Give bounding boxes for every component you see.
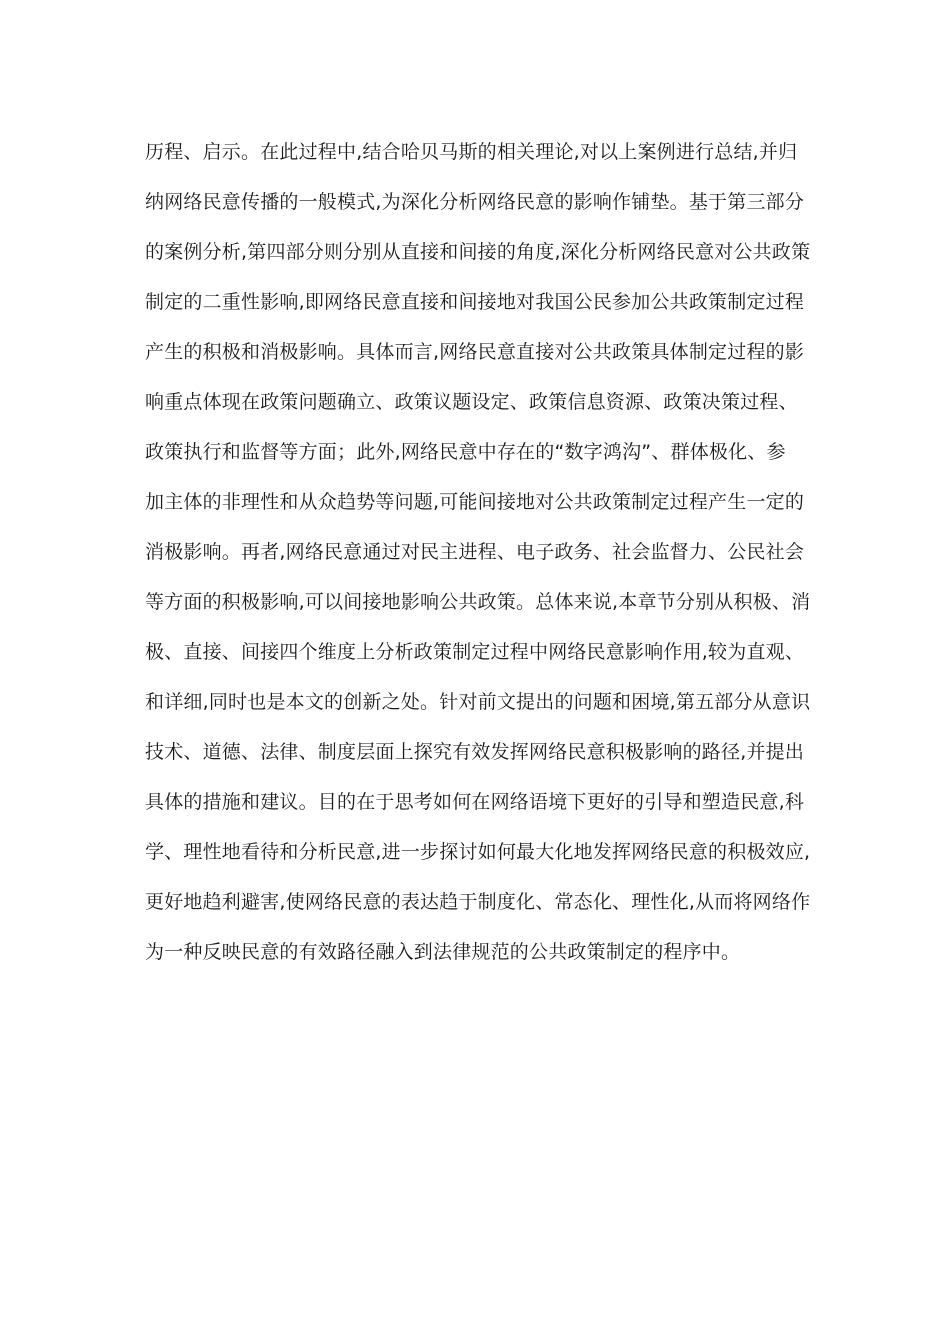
- paragraph-line: 更好地趋利避害,使网络民意的表达趋于制度化、常态化、理性化,从而将网络作: [145, 891, 811, 913]
- paragraph-line: 的案例分析,第四部分则分别从直接和间接的角度,深化分析网络民意对公共政策: [145, 241, 811, 263]
- paragraph-line: 历程、启示。在此过程中,结合哈贝马斯的相关理论,对以上案例进行总结,并归: [145, 141, 798, 163]
- paragraph-line: 纳网络民意传播的一般模式,为深化分析网络民意的影响作铺垫。基于第三部分: [145, 191, 805, 213]
- paragraph-line: 为一种反映民意的有效路径融入到法律规范的公共政策制定的程序中。: [145, 941, 741, 963]
- paragraph-line: 和详细,同时也是本文的创新之处。针对前文提出的问题和困境,第五部分从意识: [145, 691, 811, 713]
- paragraph-line: 具体的措施和建议。目的在于思考如何在网络语境下更好的引导和塑造民意,科: [145, 791, 805, 813]
- paragraph-line: 制定的二重性影响,即网络民意直接和间接地对我国公民参加公共政策制定过程: [145, 291, 805, 313]
- paragraph-line: 消极影响。再者,网络民意通过对民主进程、电子政务、社会监督力、公民社会: [145, 541, 805, 563]
- paragraph-line: 产生的积极和消极影响。具体而言,网络民意直接对公共政策具体制定过程的影: [145, 341, 805, 363]
- paragraph-line: 政策执行和监督等方面；此外,网络民意中存在的“数字鸿沟”、群体极化、参: [145, 441, 786, 463]
- paragraph-line: 极、直接、间接四个维度上分析政策制定过程中网络民意影响作用,较为直观、: [145, 641, 805, 663]
- paragraph-line: 技术、道德、法律、制度层面上探究有效发挥网络民意积极影响的路径,并提出: [145, 741, 805, 763]
- paragraph-line: 加主体的非理性和从众趋势等问题,可能间接地对公共政策制定过程产生一定的: [145, 491, 805, 513]
- paragraph-line: 学、理性地看待和分析民意,进一步探讨如何最大化地发挥网络民意的积极效应,: [145, 841, 811, 863]
- paragraph-line: 等方面的积极影响,可以间接地影响公共政策。总体来说,本章节分别从积极、消: [145, 591, 811, 613]
- paragraph-line: 响重点体现在政策问题确立、政策议题设定、政策信息资源、政策决策过程、: [145, 391, 798, 413]
